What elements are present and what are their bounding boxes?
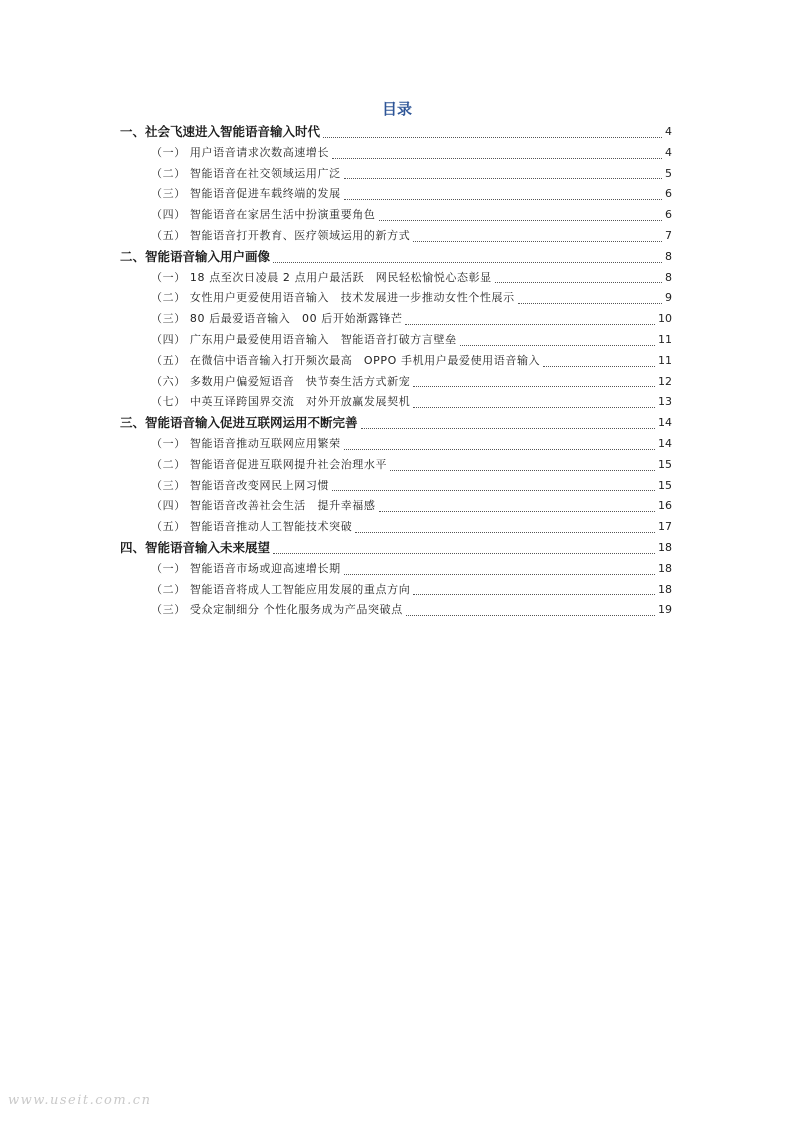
toc-dot-leader [344,574,655,575]
toc-dot-leader [413,386,655,387]
toc-dot-leader [332,490,655,491]
toc-dot-leader [379,220,663,221]
toc-entry-label: （三） 智能语音促进车载终端的发展 [151,187,341,201]
watermark: www.useit.com.cn [8,1093,152,1108]
toc-dot-leader [406,615,655,616]
toc-subsection-entry[interactable] [120,205,672,226]
table-of-contents [120,122,672,621]
toc-page-number: 6 [665,208,672,222]
toc-subsection-entry[interactable] [120,184,672,205]
toc-page-number: 8 [665,249,672,263]
toc-dot-leader [495,282,662,283]
toc-page-number: 16 [658,499,672,513]
toc-page-number: 14 [658,416,672,430]
toc-page-number: 11 [658,332,672,346]
toc-subsection-entry[interactable] [120,143,672,164]
toc-entry-label: （三） 智能语音改变网民上网习惯 [151,478,330,492]
toc-dot-leader [379,511,656,512]
toc-subsection-entry[interactable] [120,164,672,185]
toc-page-number: 17 [658,520,672,534]
toc-entry-label: （三） 受众定制细分 个性化服务成为产品突破点 [151,603,403,617]
toc-section-entry[interactable] [120,122,672,143]
toc-subsection-entry[interactable] [120,455,672,476]
toc-page-number: 18 [658,540,672,554]
toc-entry-label: （一） 18 点至次日凌晨 2 点用户最活跃 网民轻松愉悦心态彰显 [151,270,492,284]
toc-dot-leader [323,137,662,138]
toc-subsection-entry[interactable] [120,580,672,601]
toc-page-number: 18 [658,561,672,575]
toc-entry-label: （一） 智能语音市场或迎高速增长期 [151,561,341,575]
toc-page-number: 9 [665,291,672,305]
toc-page-number: 4 [665,125,672,138]
toc-subsection-entry[interactable] [120,288,672,309]
toc-dot-leader [460,345,655,346]
toc-dot-leader [273,262,662,263]
toc-subsection-entry[interactable] [120,600,672,621]
toc-page-number: 5 [665,166,672,180]
toc-title: 目录 [381,100,412,118]
toc-section-entry[interactable] [120,538,672,559]
toc-dot-leader [344,449,655,450]
toc-entry-label: （六） 多数用户偏爱短语音 快节奏生活方式新宠 [151,374,411,388]
toc-subsection-entry[interactable] [120,517,672,538]
toc-entry-label: （七） 中英互译跨国界交流 对外开放赢发展契机 [151,395,411,409]
toc-page-number: 4 [665,145,672,159]
toc-entry-label: （二） 智能语音在社交领域运用广泛 [151,166,341,180]
toc-page-number: 8 [665,270,672,284]
toc-dot-leader [405,324,655,325]
toc-entry-label: （五） 智能语音打开教育、医疗领域运用的新方式 [151,228,411,242]
toc-subsection-entry[interactable] [120,351,672,372]
toc-entry-label: （二） 女性用户更爱使用语音输入 技术发展进一步推动女性个性展示 [151,291,515,305]
toc-page-number: 13 [658,395,672,409]
toc-page-number: 10 [658,312,672,326]
toc-entry-label: （四） 智能语音改善社会生活 提升幸福感 [151,499,376,513]
toc-entry-label: 一、社会飞速进入智能语音输入时代 [120,124,321,139]
toc-entry-label: （四） 智能语音在家居生活中扮演重要角色 [151,208,376,222]
toc-dot-leader [413,407,655,408]
toc-dot-leader [413,241,662,242]
toc-dot-leader [355,532,655,533]
toc-entry-label: 二、智能语音输入用户画像 [120,248,271,264]
toc-dot-leader [344,199,662,200]
toc-subsection-entry[interactable] [120,309,672,330]
toc-entry-label: （二） 智能语音将成人工智能应用发展的重点方向 [151,582,411,596]
toc-entry-label: （一） 智能语音推动互联网应用繁荣 [151,436,341,450]
toc-entry-label: 三、智能语音输入促进互联网运用不断完善 [120,415,358,431]
toc-subsection-entry[interactable] [120,496,672,517]
toc-dot-leader [543,366,655,367]
toc-subsection-entry[interactable] [120,434,672,455]
toc-subsection-entry[interactable] [120,372,672,393]
toc-subsection-entry[interactable] [120,476,672,497]
toc-subsection-entry[interactable] [120,268,672,289]
toc-page-number: 15 [658,457,672,471]
toc-dot-leader [390,470,655,471]
toc-dot-leader [332,158,662,159]
toc-dot-leader [518,303,662,304]
toc-subsection-entry[interactable] [120,559,672,580]
toc-dot-leader [361,428,655,429]
toc-entry-label: （三） 80 后最爱语音输入 00 后开始渐露锋芒 [151,312,403,326]
toc-subsection-entry[interactable] [120,392,672,413]
toc-subsection-entry[interactable] [120,226,672,247]
toc-dot-leader [413,594,655,595]
toc-entry-label: 四、智能语音输入未来展望 [120,539,271,555]
toc-subsection-entry[interactable] [120,330,672,351]
toc-entry-label: （一） 用户语音请求次数高速增长 [151,145,330,159]
toc-page-number: 14 [658,436,672,450]
toc-entry-label: （二） 智能语音促进互联网提升社会治理水平 [151,457,388,471]
toc-page-number: 18 [658,582,672,596]
toc-page-number: 12 [658,374,672,388]
toc-entry-label: （五） 在微信中语音输入打开频次最高 OPPO 手机用户最爱使用语音输入 [151,353,541,367]
toc-section-entry[interactable] [120,413,672,434]
toc-page-number: 6 [665,187,672,201]
toc-page-number: 7 [665,228,672,242]
toc-page-number: 11 [658,353,672,367]
toc-page-number: 19 [658,603,672,617]
toc-dot-leader [344,178,662,179]
toc-page-number: 15 [658,478,672,492]
toc-entry-label: （五） 智能语音推动人工智能技术突破 [151,520,353,534]
toc-section-entry[interactable] [120,247,672,268]
toc-entry-label: （四） 广东用户最爱使用语音输入 智能语音打破方言壁垒 [151,332,457,346]
toc-dot-leader [273,553,655,554]
